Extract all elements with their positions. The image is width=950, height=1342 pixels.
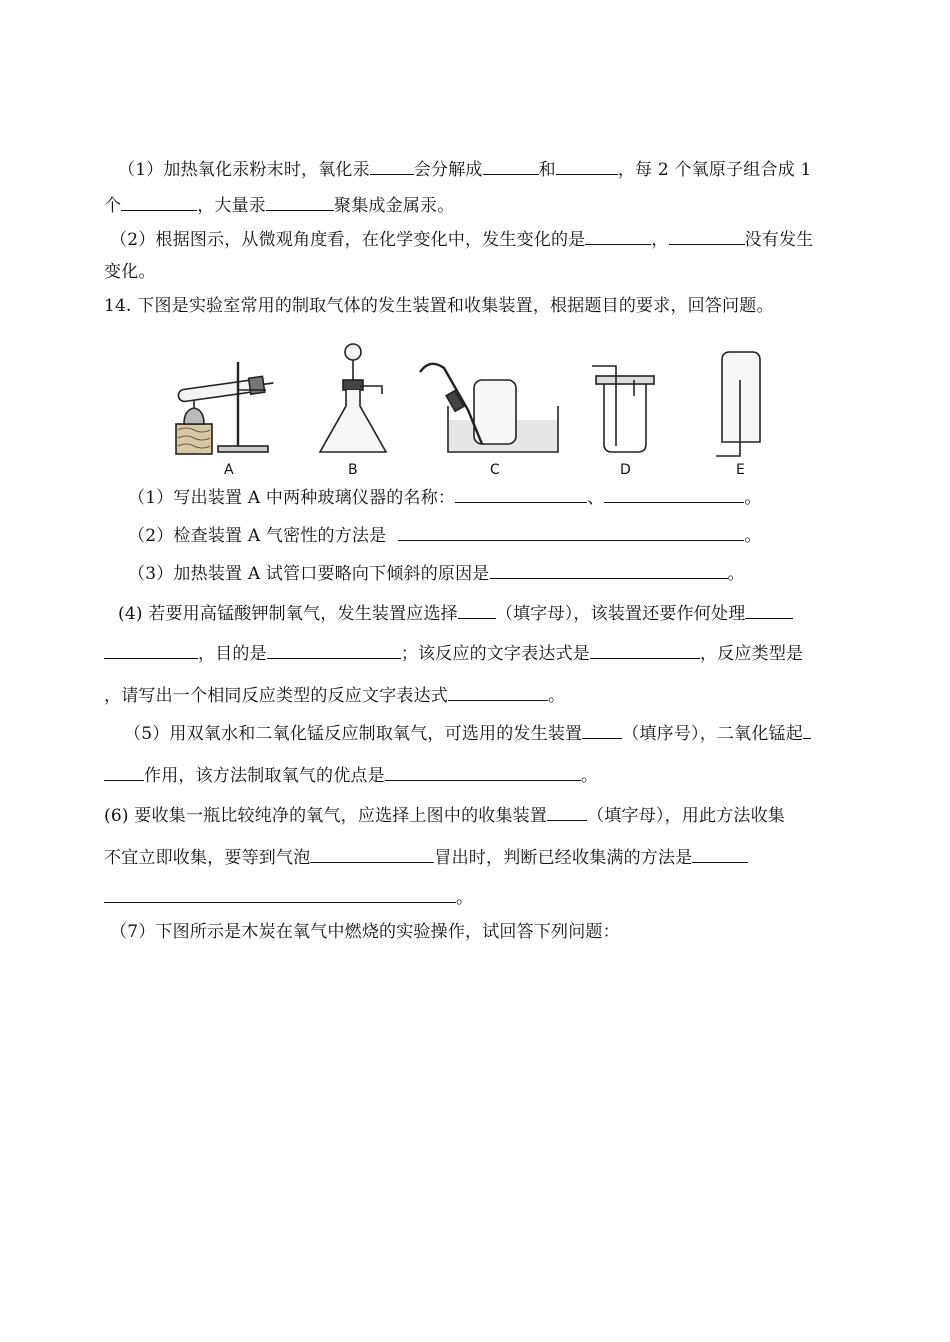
answer-blank[interactable] [490,560,728,579]
answer-blank[interactable] [385,762,581,781]
q14-p6-line1 [104,802,785,828]
q14-p3 [128,560,745,586]
q14-p2 [128,522,762,548]
q13-p1-text-d: ，每 2 个氧原子组合成 1 [617,160,812,180]
q13-p2-text-b: ， [651,230,669,250]
answer-blank[interactable] [547,802,587,821]
q14-p6-line3 [104,884,473,910]
q14-p5-text-c: 作用，该方法制取氧气的优点是 [144,766,385,786]
q14-p4-text-e: ，反应类型是 [700,644,804,664]
apparatus-b [320,344,386,478]
q14-p7-text-a: （7）下图所示是木炭在氧气中燃烧的实验操作，试回答下列问题： [110,922,620,942]
q14-p4-line2 [104,640,803,666]
q14-p2-text-a: （2）检查装置 A 气密性的方法是 [128,526,387,546]
answer-blank[interactable] [310,844,434,863]
q14-p1-text-b: 、 [587,488,605,508]
answer-blank[interactable] [604,484,744,503]
apparatus-d [592,366,654,478]
q13-p2-text-d: 变化。 [104,262,156,282]
answer-blank[interactable] [398,522,744,541]
q14-p6-line2 [104,844,748,870]
answer-blank[interactable] [483,156,539,175]
apparatus-svg [168,340,778,480]
q14-p3-text-a: （3）加热装置 A 试管口要略向下倾斜的原因是 [128,564,490,584]
q13-p1-text-b: 会分解成 [413,160,483,180]
q14-p5-text-b: （填序号），二氧化锰起 [622,724,803,744]
q14-p6-text-d: 冒出时，判断已经收集满的方法是 [434,848,693,868]
answer-blank[interactable] [104,640,198,659]
q13-p1-text-f: ，大量汞 [197,196,267,216]
q14-p4-text-f: ，请写出一个相同反应类型的反应文字表达式 [104,686,448,706]
q14-p4-line1 [118,600,793,626]
apparatus-c [420,364,558,478]
apparatus-a [176,362,275,478]
figure-label-b: B [348,462,358,478]
q14-p4-text-a: (4) 若要用高锰酸钾制氧气，发生装置应选择 [118,604,458,624]
q14-p4-text-g: 。 [548,686,566,706]
q14-p1-text-a: （1）写出装置 A 中两种玻璃仪器的名称： [128,488,456,508]
answer-blank[interactable] [104,762,144,781]
apparatus-e [716,352,760,478]
q14-p6-text-b: （填字母），用此方法收集 [587,806,785,826]
answer-blank[interactable] [556,156,618,175]
apparatus-figure [168,340,778,480]
answer-blank[interactable] [104,884,456,903]
answer-blank[interactable] [370,156,414,175]
answer-blank[interactable] [669,226,745,245]
q14-p1 [128,484,762,510]
q13-p2-text-c: 没有发生 [744,230,814,250]
figure-label-d: D [620,462,631,478]
answer-blank[interactable] [266,192,334,211]
q14-p4-text-c: ，目的是 [198,644,267,664]
answer-blank[interactable] [267,640,401,659]
figure-label-a: A [224,462,234,478]
q13-p1-line1 [118,156,812,182]
answer-blank[interactable] [745,600,793,619]
q14-p1-text-c: 。 [744,488,762,508]
q14-p5-line2 [104,762,598,788]
q13-p2-text-a: （2）根据图示，从微观角度看，在化学变化中，发生变化的是 [110,230,586,250]
q14-p4-line3 [104,682,565,708]
q13-p1-line2 [104,192,454,218]
q13-p1-text-a: （1）加热氧化汞粉末时，氧化汞 [118,160,370,180]
q14-p5-text-d: 。 [580,766,599,786]
q14-p7 [110,920,620,944]
answer-blank[interactable] [590,640,700,659]
q14-p3-text-b: 。 [727,564,745,584]
answer-blank[interactable] [692,844,748,863]
q14-p6-text-e: 。 [456,888,474,908]
q14-p2-text-b: 。 [744,526,762,546]
q13-p1-text-c: 和 [538,160,556,180]
figure-label-c: C [490,462,500,478]
answer-blank[interactable] [455,484,587,503]
q14-p4-text-b: （填字母），该装置还要作何处理 [495,604,746,624]
q14-p6-text-c: 不宜立即收集，要等到气泡 [104,848,311,868]
figure-label-e: E [736,462,745,478]
q14-p4-text-d: ；该反应的文字表达式是 [400,644,591,664]
q13-p2-line2 [104,260,156,284]
q14-stem: 14. 下图是实验室常用的制取气体的发生装置和收集装置，根据题目的要求，回答问题。 [104,296,774,316]
q13-p2-line1 [110,226,813,252]
q14-p5-text-a: （5）用双氧水和二氧化锰反应制取氧气，可选用的发生装置 [124,724,583,744]
q13-p1-text-g: 聚集成金属汞。 [334,196,455,216]
q13-p1-text-e: 个 [104,196,122,216]
q14-p5-line1 [124,720,811,746]
answer-blank[interactable] [121,192,197,211]
answer-blank[interactable] [803,720,811,739]
answer-blank[interactable] [458,600,496,619]
answer-blank[interactable] [582,720,622,739]
answer-blank[interactable] [585,226,651,245]
q14-p6-text-a: (6) 要收集一瓶比较纯净的氧气，应选择上图中的收集装置 [104,806,548,826]
answer-blank[interactable] [448,682,548,701]
